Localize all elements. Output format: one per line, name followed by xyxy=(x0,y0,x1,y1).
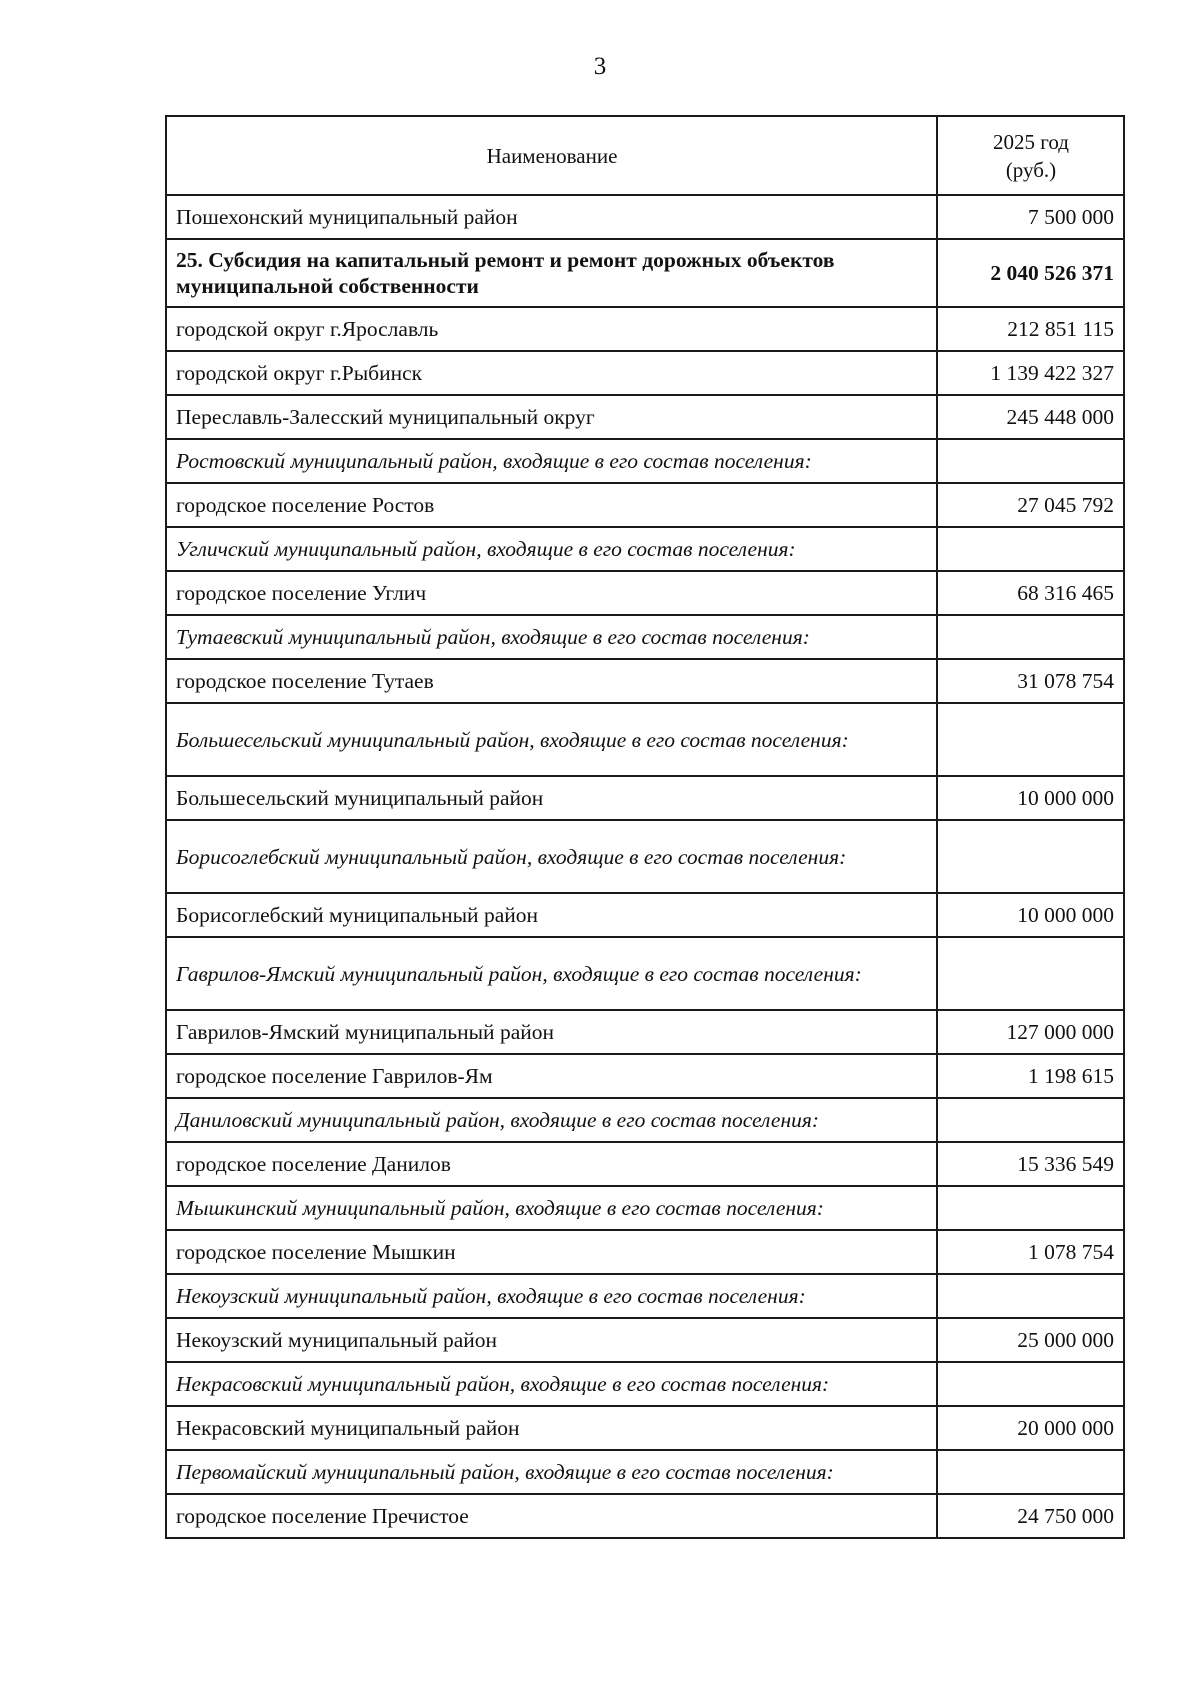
table-row xyxy=(166,483,1124,527)
table-row xyxy=(166,1406,1124,1450)
table-row xyxy=(166,395,1124,439)
header-amount-year: 2025 год xyxy=(993,129,1069,154)
table-row xyxy=(166,195,1124,239)
row-name-cell: Мышкинский муниципальный район, входящие в его состав поселения: xyxy=(166,1186,937,1230)
row-amount-cell: 68 316 465 xyxy=(937,571,1124,615)
row-amount-cell: 7 500 000 xyxy=(937,195,1124,239)
row-amount-cell: 25 000 000 xyxy=(937,1318,1124,1362)
group-row xyxy=(166,615,1124,659)
page-number: 3 xyxy=(593,53,607,80)
table-header-row xyxy=(166,116,1124,195)
row-amount-cell xyxy=(937,937,1124,1010)
group-row xyxy=(166,527,1124,571)
row-amount-cell: 15 336 549 xyxy=(937,1142,1124,1186)
row-name-cell: Первомайский муниципальный район, входящие в его состав поселения: xyxy=(166,1450,937,1494)
row-name-cell: Пошехонский муниципальный район xyxy=(166,195,937,239)
row-amount-cell xyxy=(937,703,1124,776)
row-amount-cell xyxy=(937,527,1124,571)
group-row xyxy=(166,1186,1124,1230)
row-name-cell: Гаврилов-Ямский муниципальный район xyxy=(166,1010,937,1054)
row-amount-cell: 1 078 754 xyxy=(937,1230,1124,1274)
table-row xyxy=(166,1318,1124,1362)
row-amount-cell: 212 851 115 xyxy=(937,307,1124,351)
header-amount-cell xyxy=(937,116,1124,195)
row-name-cell: Некрасовский муниципальный район xyxy=(166,1406,937,1450)
section-row xyxy=(166,239,1124,307)
row-amount-cell: 10 000 000 xyxy=(937,893,1124,937)
table-row xyxy=(166,351,1124,395)
row-name-cell: Некоузский муниципальный район, входящие в его состав поселения: xyxy=(166,1274,937,1318)
header-name-cell: Наименование xyxy=(166,116,937,195)
row-name-cell: городское поселение Гаврилов-Ям xyxy=(166,1054,937,1098)
row-name-cell: Некоузский муниципальный район xyxy=(166,1318,937,1362)
row-amount-cell: 127 000 000 xyxy=(937,1010,1124,1054)
table-row xyxy=(166,893,1124,937)
table-row xyxy=(166,659,1124,703)
row-name-cell: 25. Субсидия на капитальный ремонт и ремонт дорожных объектов муниципальной собственности xyxy=(166,239,937,307)
row-amount-cell: 20 000 000 xyxy=(937,1406,1124,1450)
row-amount-cell: 24 750 000 xyxy=(937,1494,1124,1538)
group-row xyxy=(166,1098,1124,1142)
row-name-cell: Ростовский муниципальный район, входящие в его состав поселения: xyxy=(166,439,937,483)
row-name-cell: городское поселение Ростов xyxy=(166,483,937,527)
row-amount-cell xyxy=(937,1362,1124,1406)
row-amount-cell xyxy=(937,1274,1124,1318)
group-row xyxy=(166,439,1124,483)
row-name-cell: Большесельский муниципальный район xyxy=(166,776,937,820)
table-row xyxy=(166,307,1124,351)
group-row xyxy=(166,820,1124,893)
group-row xyxy=(166,937,1124,1010)
table-row xyxy=(166,776,1124,820)
group-row xyxy=(166,1450,1124,1494)
row-amount-cell: 1 198 615 xyxy=(937,1054,1124,1098)
row-name-cell: городское поселение Углич xyxy=(166,571,937,615)
header-amount-unit: (руб.) xyxy=(1005,157,1057,182)
row-name-cell: городской округ г.Рыбинск xyxy=(166,351,937,395)
group-row xyxy=(166,703,1124,776)
row-amount-cell xyxy=(937,615,1124,659)
table-row xyxy=(166,1010,1124,1054)
row-name-cell: Некрасовский муниципальный район, входящие в его состав поселения: xyxy=(166,1362,937,1406)
table-row xyxy=(166,1230,1124,1274)
row-amount-cell xyxy=(937,820,1124,893)
table-body xyxy=(166,116,1124,1538)
row-amount-cell: 1 139 422 327 xyxy=(937,351,1124,395)
row-amount-cell: 31 078 754 xyxy=(937,659,1124,703)
row-amount-cell: 10 000 000 xyxy=(937,776,1124,820)
row-name-cell: Переславль-Залесский муниципальный округ xyxy=(166,395,937,439)
row-name-cell: городское поселение Данилов xyxy=(166,1142,937,1186)
budget-table xyxy=(165,115,1125,1539)
row-name-cell: городской округ г.Ярославль xyxy=(166,307,937,351)
row-name-cell: Борисоглебский муниципальный район, входящие в его состав поселения: xyxy=(166,820,937,893)
row-name-cell: Угличский муниципальный район, входящие в его состав поселения: xyxy=(166,527,937,571)
row-name-cell: Тутаевский муниципальный район, входящие в его состав поселения: xyxy=(166,615,937,659)
row-amount-cell xyxy=(937,1450,1124,1494)
group-row xyxy=(166,1362,1124,1406)
row-name-cell: Большесельский муниципальный район, входящие в его состав поселения: xyxy=(166,703,937,776)
row-name-cell: городское поселение Тутаев xyxy=(166,659,937,703)
table-row xyxy=(166,1494,1124,1538)
row-amount-cell: 245 448 000 xyxy=(937,395,1124,439)
table-row xyxy=(166,571,1124,615)
row-amount-cell: 2 040 526 371 xyxy=(937,239,1124,307)
row-name-cell: Борисоглебский муниципальный район xyxy=(166,893,937,937)
row-amount-cell xyxy=(937,1186,1124,1230)
row-name-cell: Даниловский муниципальный район, входящие в его состав поселения: xyxy=(166,1098,937,1142)
table-row xyxy=(166,1142,1124,1186)
row-name-cell: Гаврилов-Ямский муниципальный район, входящие в его состав поселения: xyxy=(166,937,937,1010)
row-amount-cell xyxy=(937,1098,1124,1142)
table-row xyxy=(166,1054,1124,1098)
row-name-cell: городское поселение Мышкин xyxy=(166,1230,937,1274)
row-amount-cell xyxy=(937,439,1124,483)
group-row xyxy=(166,1274,1124,1318)
row-amount-cell: 27 045 792 xyxy=(937,483,1124,527)
row-name-cell: городское поселение Пречистое xyxy=(166,1494,937,1538)
